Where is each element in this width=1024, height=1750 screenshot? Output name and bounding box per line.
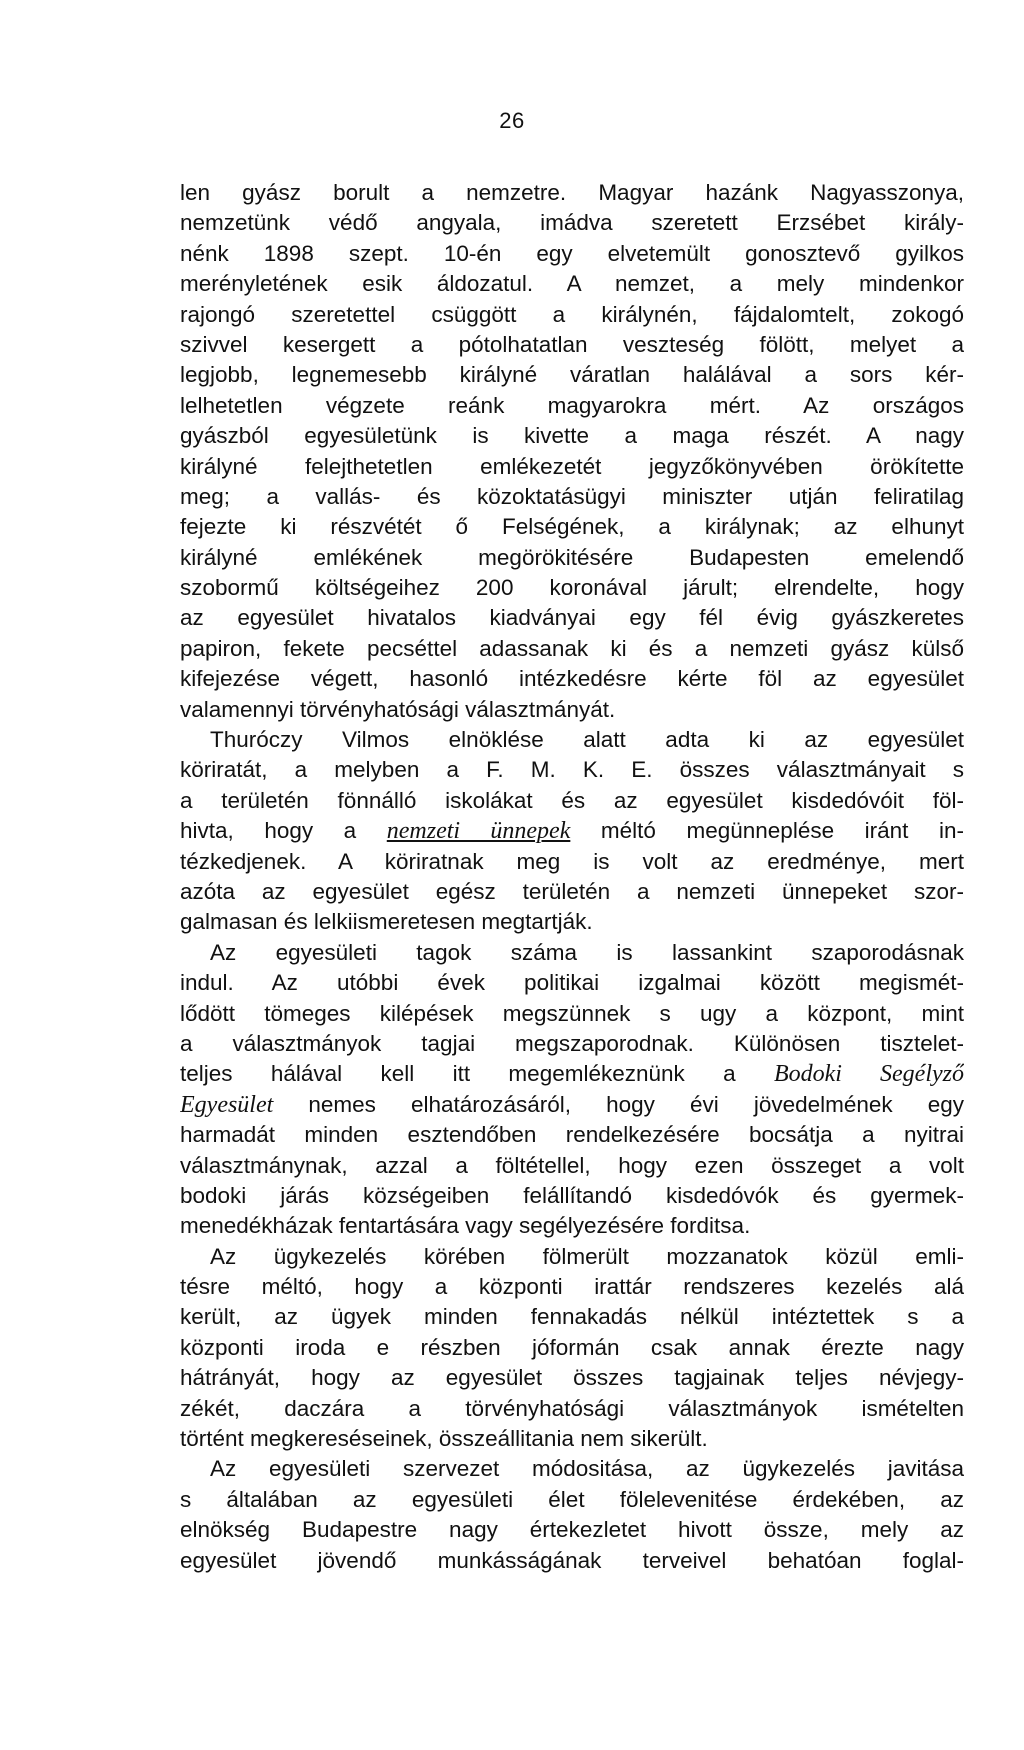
text-line: nénk 1898 szept. 10-én egy elvetemült gonosztevő gyilkos: [180, 240, 964, 266]
emphasized-text: nemzeti ünnepek: [386, 818, 571, 845]
text-line: központi iroda e részben jóformán csak annak érezte nagy: [180, 1334, 964, 1360]
text-segment: teljes hálával kell itt megemlékeznünk a: [180, 1061, 774, 1087]
text-line: tézkedjenek. A köriratnak meg is volt az eredménye, mert: [180, 848, 964, 874]
text-line: hátrányát, hogy az egyesület összes tagjainak teljes névjegy-: [180, 1365, 964, 1391]
text-line: rajongó szeretettel csüggött a királynén, fájdalomtelt, zokogó: [180, 301, 964, 327]
text-line: s általában az egyesületi élet fölelevenitése érdekében, az: [180, 1486, 964, 1512]
text-line: len gyász borult a nemzetre. Magyar hazánk Nagyasszonya,: [180, 180, 964, 205]
text-line: királyné felejthetetlen emlékezetét jegyzőkönyvében örökítette: [180, 453, 964, 479]
page-number: 26: [499, 108, 525, 133]
text-line: merényletének esik áldozatul. A nemzet, a mely mindenkor: [180, 271, 964, 297]
text-line: galmasan és lelkiismeretesen megtartják.: [180, 909, 593, 935]
text-line: a választmányok tagjai megszaporodnak. Különösen tisztelet-: [180, 1030, 964, 1056]
text-line: kifejezése végett, hasonló intézkedésre kérte föl az egyesület: [180, 666, 964, 692]
text-line: szivvel kesergett a pótolhatatlan veszteség fölött, melyet a: [180, 331, 964, 357]
text-line: Az ügykezelés körében fölmerült mozzanatok közül emli-: [210, 1243, 964, 1269]
text-line: elnökség Budapestre nagy értekezletet hivott össze, mely az: [180, 1517, 964, 1543]
text-line: zékét, daczára a törvényhatósági választmányok ismételten: [180, 1395, 964, 1421]
text-line: királyné emlékének megörökitésére Budapesten emelendő: [180, 544, 964, 570]
text-line: valamennyi törvényhatósági választmányát.: [180, 696, 616, 722]
text-line: Thuróczy Vilmos elnöklése alatt adta ki az egyesület: [210, 727, 964, 753]
text-line: harmadát minden esztendőben rendelkezésére bocsátja a nyitrai: [180, 1122, 964, 1148]
emphasized-text: Egyesület: [180, 1091, 274, 1118]
text-line: bodoki járás községeiben felállítandó kisdedóvók és gyermek-: [180, 1182, 964, 1208]
text-line: tésre méltó, hogy a központi irattár rendszeres kezelés alá: [180, 1274, 964, 1300]
text-line: [180, 816, 964, 846]
text-line: gyászból egyesületünk is kivette a maga részét. A nagy: [180, 423, 964, 449]
text-segment: méltó megünneplése iránt in-: [570, 818, 964, 844]
text-line: menedékházak fentartására vagy segélyezésére forditsa.: [180, 1213, 751, 1239]
text-line: választmánynak, azzal a föltétellel, hogy ezen összeget a volt: [180, 1152, 964, 1178]
text-line: [180, 1059, 964, 1089]
text-line: a területén fönnálló iskolákat és az egyesület kisdedóvóit föl-: [180, 787, 964, 813]
text-line: [180, 1090, 964, 1120]
body-text: [180, 178, 964, 1576]
text-line: Az egyesületi tagok száma is lassankint szaporodásnak: [210, 939, 964, 965]
emphasized-text: Bodoki Segélyző: [773, 1061, 964, 1088]
text-line: lődött tömeges kilépések megszünnek s ugy a központ, mint: [180, 1000, 964, 1026]
text-line: legjobb, legnemesebb királyné váratlan halálával a sors kér-: [180, 362, 964, 388]
text-line: egyesület jövendő munkásságának terveivel behatóan foglal-: [180, 1547, 964, 1573]
text-line: köriratát, a melyben a F. M. K. E. összes választmányait s: [180, 757, 964, 783]
text-line: került, az ügyek minden fennakadás nélkül intéztettek s a: [180, 1304, 964, 1330]
text-line: szobormű költségeihez 200 koronával járult; elrendelte, hogy: [180, 575, 964, 601]
text-line: lelhetetlen végzete reánk magyarokra mért. Az országos: [180, 392, 964, 418]
text-line: nemzetünk védő angyala, imádva szeretett Erzsébet király-: [180, 210, 964, 236]
text-segment: hivta, hogy a: [180, 818, 387, 844]
text-line: indul. Az utóbbi évek politikai izgalmai között megismét-: [180, 970, 964, 996]
text-line: az egyesület hivatalos kiadványai egy fél évig gyászkeretes: [180, 605, 964, 631]
text-line: fejezte ki részvétét ő Felségének, a királynak; az elhunyt: [180, 514, 964, 540]
text-line: meg; a vallás- és közoktatásügyi miniszter utján feliratilag: [180, 483, 964, 509]
text-line: papiron, fekete pecséttel adassanak ki és a nemzeti gyász külső: [180, 635, 964, 661]
text-line: Az egyesületi szervezet módositása, az ügykezelés javitása: [210, 1456, 964, 1482]
text-line: történt megkereséseinek, összeállitania nem sikerült.: [180, 1426, 708, 1452]
text-line: azóta az egyesület egész területén a nemzeti ünnepeket szor-: [180, 878, 964, 904]
text-segment: nemes elhatározásáról, hogy évi jövedelmének egy: [273, 1091, 964, 1117]
